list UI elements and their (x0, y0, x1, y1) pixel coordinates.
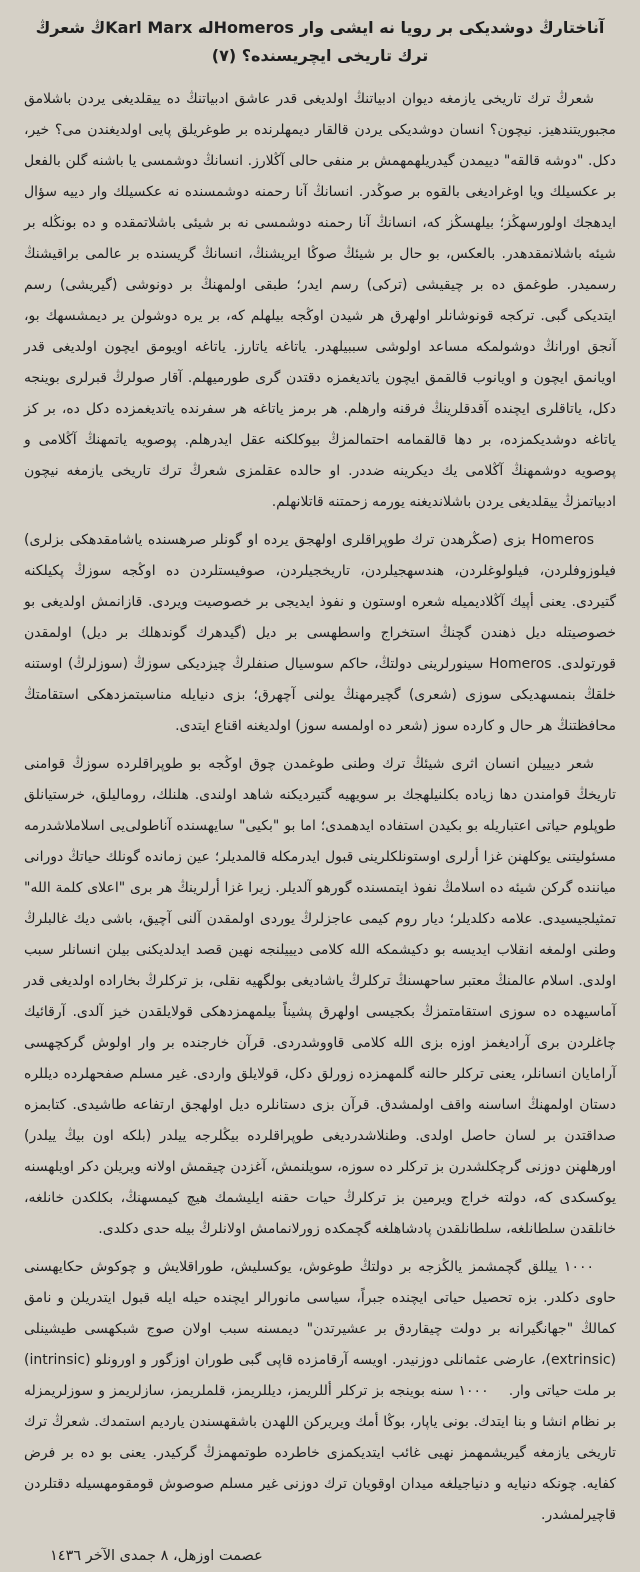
paragraph-turk-vatani: شعر دیییلن انسان اثری شیئڭ ترك وطنی طوغمدن چوق اوڭجه بو طوپراقلرده سوزڭ قوامنی تاریخڭ قوامندن دها زیاده بكلنیلهجك بر سویهیه گتیردیكنه شاهد اولندی. هلنلك، رومالیلق، خرستیانلق طوپلوم حیاتی اعتباریله بو بكیدن استفاده ایدهمدی؛ اما بو "بكیی" سایهسنده آناطولی‌یی اسلاملاشدرمه مسئولیتنی یوكلهنن غزا أرلری اوستونلكلرینی قبول ایدرمكله قالمدیلر؛ عین زمانده گونلك حیاتڭ دورانی میاننده گركن شیئه ده اسلامڭ نفوذ ایتمسنده گورهو آلدیلر. زیرا غزا أرلرینڭ هر بری "اعلای كلمة الله" تمثیلجیسیدی. علامه دكلدیلر؛ دیار روم كیمی عاجزلرڭ یوردی اولمقدن آلنی آچیق، باشی دیك غالبلرڭ وطنی اولمغه انقلاب ایدیسه بو دكیشمكه الله كلامی دیییلنجه نهین قصد ایدلدیكنی بیلن انسانلر سبب اولدی. اسلام عالمنڭ معتبر ساحهسنڭ تركلرڭ یاشادیغی بولگهیه نقلی، بز تركلرڭ بخاراده اولدیغی قدر آماسیهده ده سوزی استقامتمزڭ بكجیسی اولهرق پشیناً بیلمهمزدهكی قولایلقدن خیز آلدی. آرقائیك چاغلردن بری آرادیغمز اوزه بزی الله كلامی قاووشدردی. قرآن خارجنده بر وار اولوش گركچهسی آرامایان انسانلر، یعنی تركلر حالنه گلمهمزده زورلق دكل، قولایلق واردی. غیر مسلم صفحهلرده دیللره دستان اولمهنڭ اساسنه واقف اولمشدق. قرآن بزی دستانلره دیل اولهجق ارتفاعه طاشیدی. كتابمزه صداقتدن بر لسان حاصل اولدی. وطنلاشدردیغی طوپراقلرده بیڭلرجه ییلدر (بلكه اون بیڭ ییلدر) اورهلهنن دوزنی گرچكلشدرن بز تركلر ده سوزه، سویلنمش، آغزدن چیقمش اولانه ویریلن دكر اویلهسنه یوكسكدی كه، دولته خراج ویرمین بز تركلرڭ حیات حقنه ایلیشمك هیچ كیمسهنڭ، بكلكدن خانلغه، خانلقدن سلطانلغه، سلطانلقدن پادشاهلغه گچمكده زورلانمامش اولانلرڭ بیله حدی دكلدی. (24, 756, 616, 1237)
paragraph-homeros: Homeros بزی (صڭرهدن ترك طوپراقلری اولهجق یرده او گونلر صرهسنده یاشامقدهكی بزلری) فیلوزوفلردن، فیلولوغلردن، هندسهجیلردن، تاریخجیلردن، صوفیستلردن ده اوڭجه سوزڭ پكیلكنه گتیردی. یعنی أپیك آڭلادیمیله شعره اوستون و نفوذ ایدیجی بر خصوصیت ویردی. قازانمش اولدیغی بو خصوصیتله دیل ذهندن گچنڭ استخراج واسطهسی بر دیل (گیدهرك گوندهلك بر دیل) اولمقدن قورتولدی. Homeros سینورلرینی دولتڭ، حاكم سوسیال صنفلرڭ چیزدیكی سوزڭ (سوزلرڭ) اوستنه خلقڭ بنمسهدیكی سوزی (شعری) گچیرمهنڭ یولنی آچهرق؛ بزی دنیایله مناسبتمزدهكی استقامتڭ محافظتنڭ هر حال و كارده سوز (شعر ده اولمسه سوز) اولدیغنه اقناع ایتدی. (24, 532, 616, 734)
signature-line: عصمت اوزهل، ٨ جمدی الآخر ١٤٣٦ (50, 1548, 263, 1564)
paragraph-intro: شعرڭ ترك تاریخی یازمغه دیوان ادبیاتنڭ اولدیغی قدر عاشق ادبیاتنڭ ده ییقلدیغی یردن باشلامق مجبوریتندهیز. نیچون؟ انسان دوشدیكی یردن قالقار دیمهلرنده بر طوغریلق پایی اولدیغندن می؟ خیر، دكل. "دوشه قالقه" دییمدن گیدریلهمهمش بر منفی حالی آڭلارز. انسانڭ دوشمسی یا باشنه گلن بالفعل بر عكسیلك ویا اوغرادیغی بالقوه بر صوڭدر. انسانڭ آنا رحمنه دوشمسنده نه عكسیلك وار دییه سؤال ایدهجك اولورسهڭز؛ بیلهسڭز كه، انسانڭ آنا رحمنه دوشمسی نه بر شیئی باشلاتمقده و ده بونڭله بر شیئه باشلانمقدهدر. بالعكس، بو حال بر شیئڭ صوڭا ایریشنڭ، انسانڭ گریسنده بر عالمی براقیشنڭ رسمیدر. طوغمق ده بر چیقیشی (تركی) رسم ایدر؛ طبقی اولمهنڭ بر دونوشی (گیریشی) رسم ایتدیكی گبی. تركجه قونوشانلر اولهرق هر شیدن اوڭجه بیلهلم كه، بر یره دوشولن یر دیمشسهك بو، آنجق اورانڭ دوشولمكه مساعد اولوشی سببیلهدر. یاتاغه یاتارز. یاتاغه اویومق ایچون اولدیغی قدر اویانمق ایچون و اویانوب قالقمق ایچون یاتدیغمزه دقتدن گری طورمیهلم. آقار صولرڭ قبرلری بوینجه دكل، یاتاقلری ایچنده آقدقلرینڭ فرقنه وارهلم. هر برمز یاتاغه هر سفرنده یاتدیغمزده دكل ده، بر كز یاتاغه دوشدیكمزده، بر دها قالقمامه احتمالمزڭ بیوكلكنه عقل ایدرهلم. پوصویه یاتمهنڭ آڭلامی و پوصویه دوشمهنڭ آڭلامی یك دیكرینه ضددر. او حالده عقلمزی شعرڭ ترك تاریخی یازمغه نیچون ادبیاتمزڭ ییقلدیغی یردن باشلاندیغنه یورمه زحمتنه قاتلانهلم. (24, 91, 616, 510)
paragraph-1000-yillik: ١٠٠٠ ییللق گچمشمز یالڭزجه بر دولتڭ طوغوش، یوكسلیش، طوراقلایش و چوكوش حكایهسنی حاوی دكلدر. بزه تحصیل حیاتی ایچنده جبراً، سیاسی مانورالر ایچنده حیله ایله قبول ایتدریلن و نامق كمالڭ "جهانگیرانه بر دولت چیقاردق بر عشیرتدن" دیمسنه سبب اولان صوج شبكهسی طیشینلی (extrinsic)، عارضی عثمانلی دوزنیدر. اویسه آرقامزده قاپی گبی طوران اوزگور و اورونلو (intrinsic) بر ملت حیاتی وار. ١٠٠٠ سنه بوینجه بز تركلر أللریمز، دیللریمز، قلملریمز، سازلریمز و سوزلریمزله بر نظام انشا و بنا ایتدك. بونی یاپار، بوڭا أمك ویریركن اللهدن باشقهسندن یاردیم استمدك. شعرڭ ترك تاریخی یازمغه گیریشمهمز نهیی غائب ایتدیكمزی خاطرده طوتمهمزڭ گركیدر. یعنی بو ده بر فرض كفایه. چونكه دنیایه و دنیاجیلغه میدان اوقویان ترك دوزنی غیر مسلم صوصوش قومقومهسیله دقتلردن قاچیرلمشدر. (24, 1259, 616, 1523)
document-title: آناختارڭ دوشدیكی بر رویا نه ایشی وار Homerosله Karl Marxڭ شعرڭ ترك تاریخی ایچریسنده؟ (٧) (35, 18, 605, 65)
